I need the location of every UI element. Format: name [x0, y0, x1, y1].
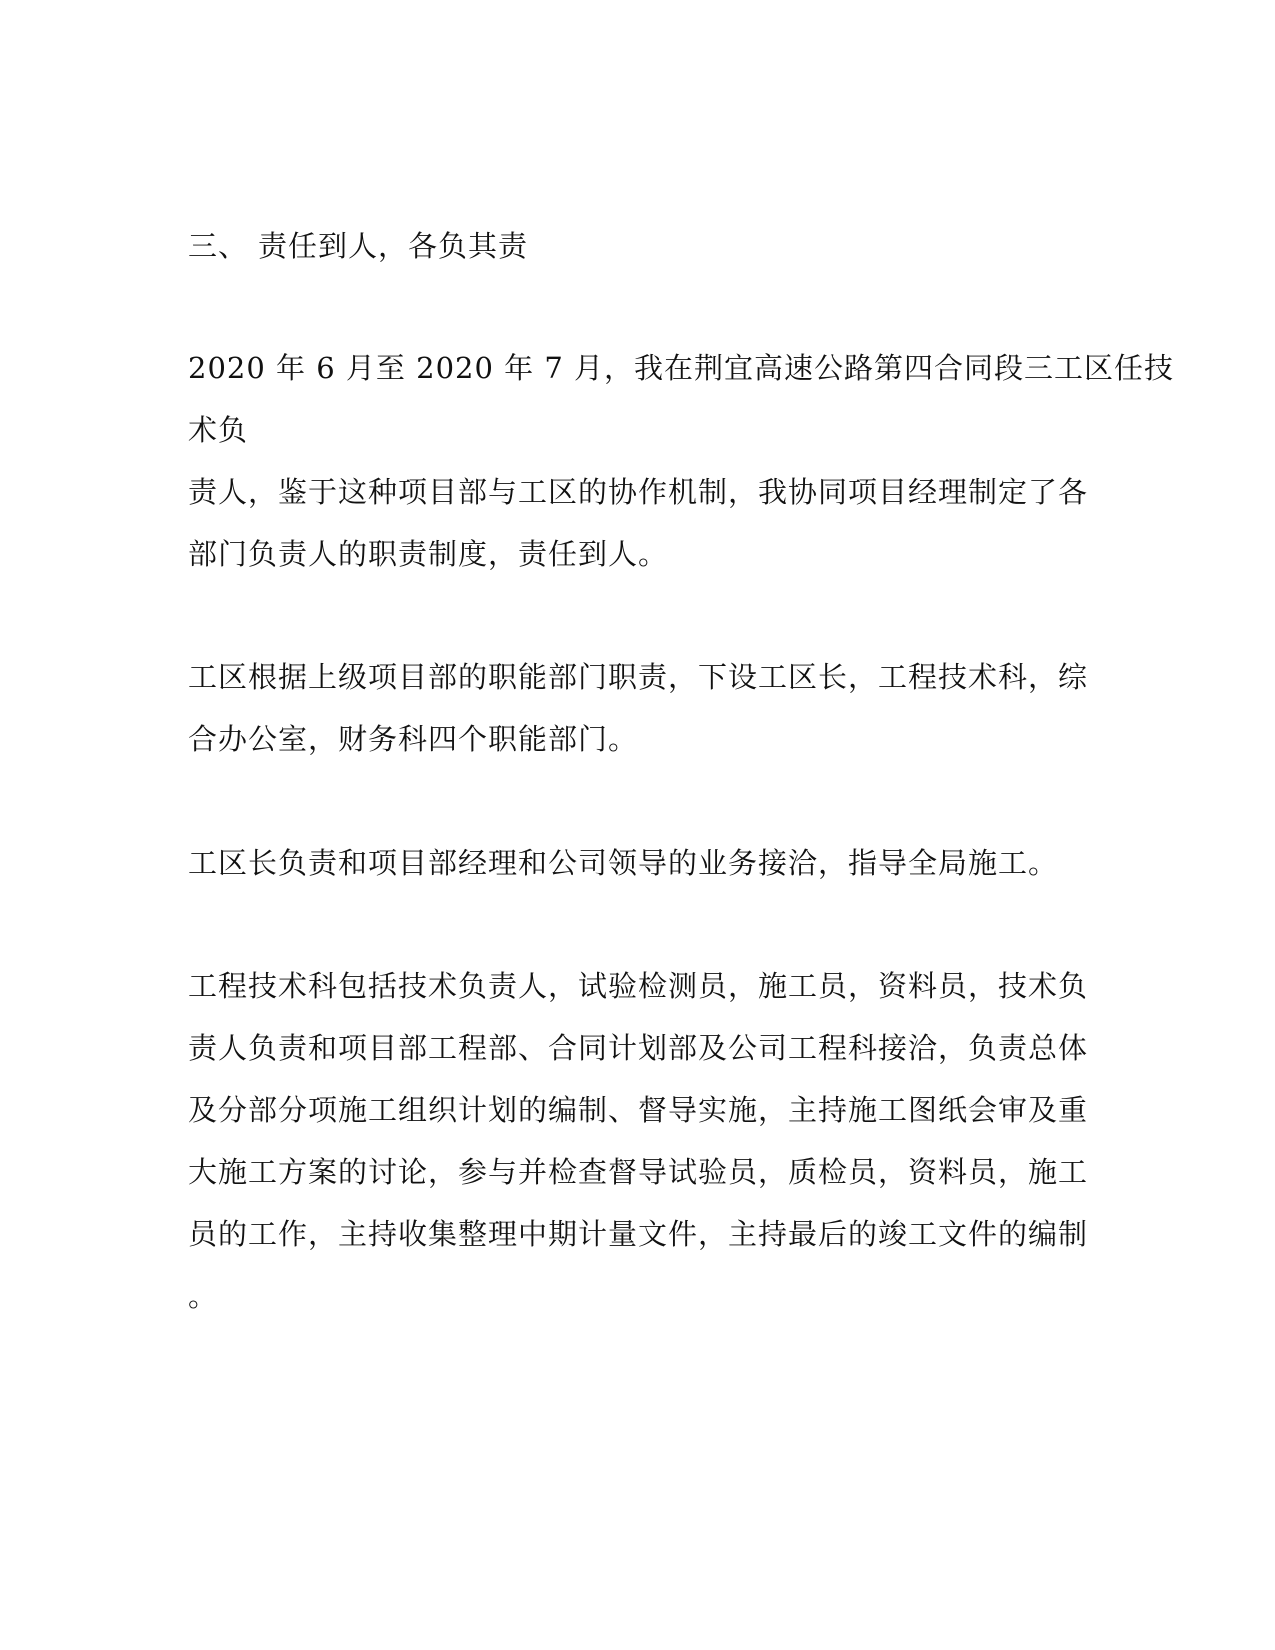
paragraph-1-line-3: 责人，鉴于这种项目部与工区的协作机制，我协同项目经理制定了各: [188, 475, 1089, 509]
paragraph-4-line-2: 责人负责和项目部工程部、合同计划部及公司工程科接洽，负责总体: [188, 1031, 1089, 1065]
paragraph-3-line-1: 工区长负责和项目部经理和公司领导的业务接洽，指导全局施工。: [188, 846, 1059, 880]
section-title: 责任到人，各负其责: [258, 229, 529, 263]
paragraph-4-line-3: 及分部分项施工组织计划的编制、督导实施，主持施工图纸会审及重: [188, 1093, 1089, 1127]
section-heading: [188, 226, 528, 266]
paragraph-1-line-4: 部门负责人的职责制度，责任到人。: [188, 537, 669, 571]
paragraph-4-line-6: 。: [188, 1279, 219, 1313]
section-number: 三、: [188, 229, 249, 263]
paragraph-1-line-2: 术负: [188, 413, 249, 447]
paragraph-2-line-2: 合办公室，财务科四个职能部门。: [188, 722, 639, 756]
paragraph-2-line-1: 工区根据上级项目部的职能部门职责，下设工区长，工程技术科，综: [188, 660, 1089, 694]
paragraph-1-line-1: 2020 年 6 月至 2020 年 7 月，我在荆宜高速公路第四合同段三工区任技: [188, 351, 1175, 385]
paragraph-4-line-5: 员的工作，主持收集整理中期计量文件，主持最后的竣工文件的编制: [188, 1217, 1089, 1251]
paragraph-4-line-4: 大施工方案的讨论，参与并检查督导试验员，质检员，资料员，施工: [188, 1155, 1089, 1189]
paragraph-4-line-1: 工程技术科包括技术负责人，试验检测员，施工员，资料员，技术负: [188, 969, 1089, 1003]
